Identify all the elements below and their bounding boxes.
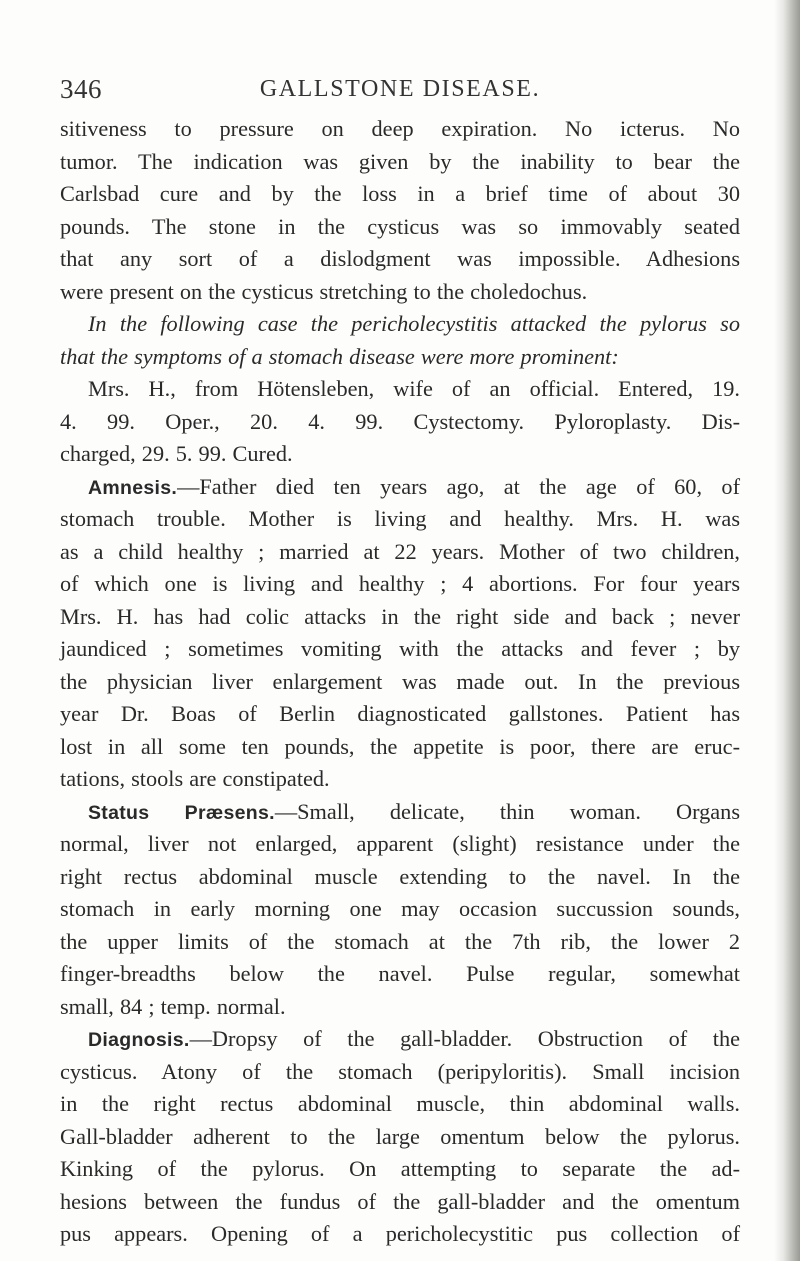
text-line: tations, stools are constipated.	[60, 766, 330, 791]
text-line: tumor. The indication was given by the inability to bear the	[60, 148, 740, 174]
text-line: as a child healthy ; married at 22 years. Mother of two children,	[60, 538, 740, 564]
body-text	[60, 113, 740, 1251]
text-line: year Dr. Boas of Berlin diagnosticated gallstones. Patient has	[60, 701, 740, 726]
section-line-status: Status Præsens.—Small, delicate, thin woman. Organs	[88, 798, 741, 824]
text-line: 4. 99. Oper., 20. 4. 99. Cystectomy. Pyloroplasty. Dis-	[60, 408, 740, 434]
text-line: sitiveness to pressure on deep expiration. No icterus. No	[60, 116, 740, 141]
text-line: of which one is living and healthy ; 4 abortions. For four years	[60, 571, 740, 596]
text-line: Kinking of the pylorus. On attempting to separate the ad-	[60, 1156, 740, 1181]
text-line: charged, 29. 5. 99. Cured.	[60, 441, 293, 466]
italic-intro-line: that the symptoms of a stomach disease were more prominent:	[60, 343, 619, 369]
text-line: jaundiced ; sometimes vomiting with the attacks and fever ; by	[60, 636, 740, 661]
text-line: pus appears. Opening of a pericholecystitic pus collection of	[60, 1221, 740, 1246]
text-line: Carlsbad cure and by the loss in a brief time of about 30	[60, 181, 740, 206]
running-title: GALLSTONE DISEASE.	[259, 76, 541, 102]
page-edge-shadow	[774, 0, 800, 1261]
text-line: cysticus. Atony of the stomach (peripyloritis). Small incision	[60, 1058, 740, 1084]
text-line: the upper limits of the stomach at the 7th rib, the lower 2	[60, 928, 740, 954]
text-line: Gall-bladder adherent to the large omentum below the pylorus.	[60, 1123, 740, 1149]
text-line: small, 84 ; temp. normal.	[60, 993, 286, 1019]
text-line: right rectus abdominal muscle extending to the navel. In the	[60, 863, 740, 889]
section-line-amnesis: Amnesis.—Father died ten years ago, at the age of 60, of	[88, 473, 740, 499]
page-header	[60, 74, 740, 114]
section-heading-diagnosis: Diagnosis.	[88, 1029, 190, 1051]
text-line: Mrs. H. has had colic attacks in the right side and back ; never	[60, 603, 740, 629]
text-line: the physician liver enlargement was made out. In the previous	[60, 668, 740, 694]
text-line: finger-breadths below the navel. Pulse regular, somewhat	[60, 961, 740, 986]
text-line: pounds. The stone in the cysticus was so immovably seated	[60, 213, 740, 239]
section-heading-status-praesens: Status Præsens.	[88, 801, 275, 824]
text-line: stomach trouble. Mother is living and healthy. Mrs. H. was	[60, 506, 740, 531]
text-line: normal, liver not enlarged, apparent (slight) resistance under the	[60, 831, 740, 856]
italic-intro-line: In the following case the pericholecystitis attacked the pylorus so	[88, 311, 740, 336]
text-line: stomach in early morning one may occasion succussion sounds,	[60, 896, 740, 921]
section-heading-amnesis: Amnesis.	[88, 476, 178, 499]
page-number: 346	[60, 74, 102, 104]
text-line: in the right rectus abdominal muscle, thin abdominal walls.	[60, 1091, 740, 1116]
text-line: that any sort of a dislodgment was impossible. Adhesions	[60, 246, 740, 271]
text-line: Mrs. H., from Hötensleben, wife of an official. Entered, 19.	[88, 376, 740, 401]
text-line: hesions between the fundus of the gall-bladder and the omentum	[60, 1188, 740, 1214]
text-line: were present on the cysticus stretching to the choledochus.	[60, 278, 588, 304]
text-line: lost in all some ten pounds, the appetite is poor, there are eruc-	[60, 733, 740, 759]
section-line-diagnosis: Diagnosis.—Dropsy of the gall-bladder. Obstruction of the	[88, 1026, 740, 1051]
